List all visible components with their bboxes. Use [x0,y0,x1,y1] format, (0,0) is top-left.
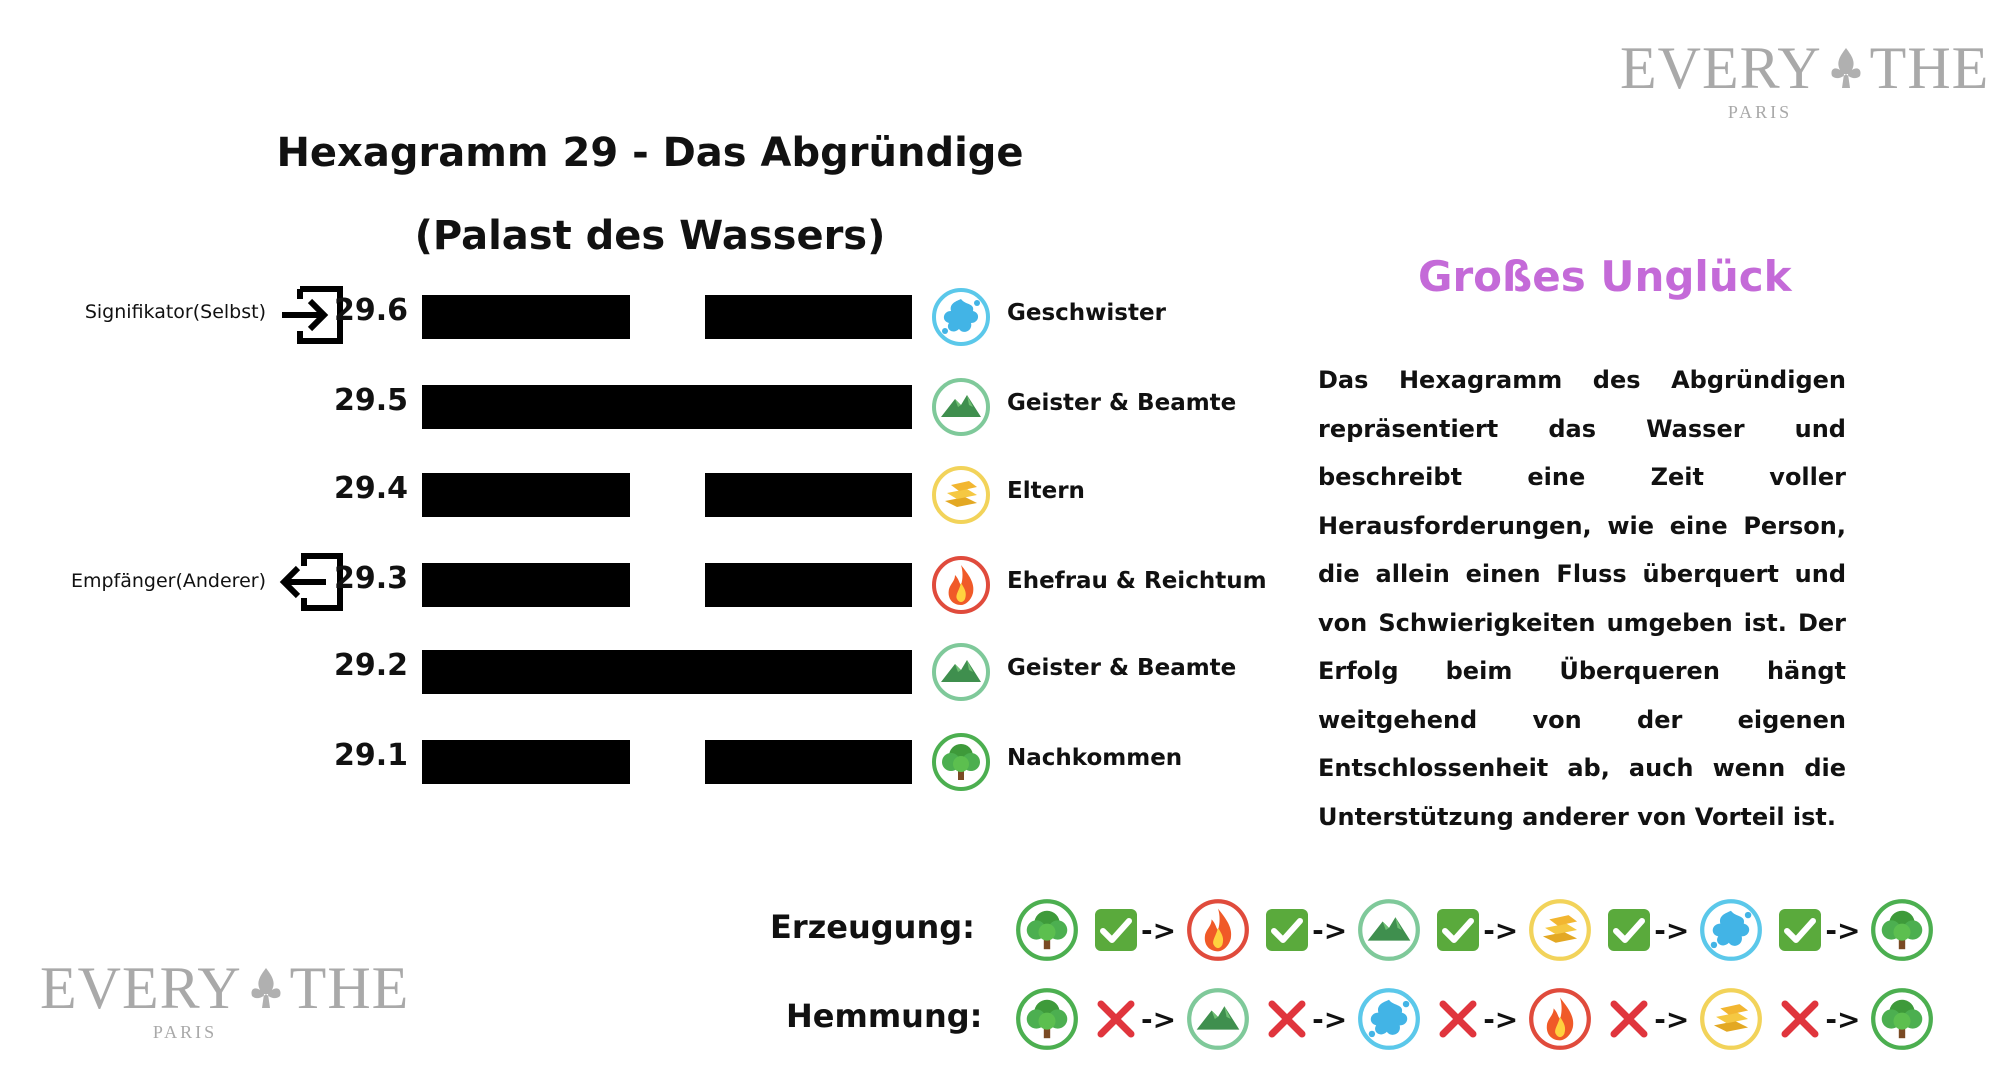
arrow-text: -> [1654,1002,1690,1036]
wood-element-icon [1015,898,1079,962]
metal-element-icon [1528,898,1592,962]
wood-element-icon [1870,987,1934,1051]
logo-word-left: EVERY [1620,35,1822,101]
line-number: 29.5 [333,383,408,418]
broken-line-segment [705,473,912,517]
reading-text: Das Hexagramm des Abgründigen repräsentiert das Wasser und beschreibt eine Zeit voller Herausforderungen, wie eine Person, die allein einen Fluss überquert und von Schwierigkeiten umgeben ist. Der Erfolg beim Überqueren hängt weitgehend von der eigenen Entschlossenheit ab, auch wenn die Unterstützung anderer von Vorteil ist. [1318,366,1846,831]
page-title: Hexagramm 29 - Das Abgründige [276,130,1024,176]
signifikator-label: Signifikator(Selbst) [84,301,266,323]
check-icon [1435,907,1481,953]
wood-element-icon [1015,987,1079,1051]
line-number: 29.4 [333,471,408,506]
wood-element-icon [1870,898,1934,962]
arrow-text: -> [1312,1002,1348,1036]
erzeugung-label: Erzeugung: [770,908,975,946]
cross-icon [1606,996,1652,1042]
page-subtitle: (Palast des Wassers) [414,213,886,259]
logo-word-right: THE [289,955,410,1021]
logo-sub: PARIS [1727,102,1793,122]
line-number: 29.1 [333,738,408,773]
line-relation-label: Geister & Beamte [1007,390,1237,416]
arrow-text: -> [1312,913,1348,947]
line-number: 29.6 [333,293,408,328]
broken-line-segment [422,740,630,784]
cross-icon [1264,996,1310,1042]
arrow-text: -> [1825,1002,1861,1036]
metal-element-icon [931,465,991,525]
arrow-text: -> [1483,913,1519,947]
arrow-text: -> [1825,913,1861,947]
line-relation-label: Eltern [1007,478,1085,504]
broken-line-segment [705,295,912,339]
arrow-text: -> [1141,913,1177,947]
broken-line-segment [705,740,912,784]
water-element-icon [931,287,991,347]
hemmung-label: Hemmung: [786,997,983,1035]
check-icon [1264,907,1310,953]
broken-line-segment [422,473,630,517]
water-element-icon [1699,898,1763,962]
solid-line [422,385,912,429]
brand-logo-top [1620,35,1989,123]
arrow-text: -> [1483,1002,1519,1036]
fleur-icon [246,962,286,1010]
broken-line-segment [422,563,630,607]
solid-line [422,650,912,694]
line-number: 29.3 [333,561,408,596]
fire-element-icon [1528,987,1592,1051]
water-element-icon [1357,987,1421,1051]
earth-element-icon [1186,987,1250,1051]
check-icon [1093,907,1139,953]
line-relation-label: Ehefrau & Reichtum [1007,568,1267,594]
line-relation-label: Geister & Beamte [1007,655,1237,681]
arrow-text: -> [1141,1002,1177,1036]
logo-sub: PARIS [152,1022,218,1042]
wood-element-icon [931,732,991,792]
brand-logo-bottom [40,955,410,1043]
logo-word-right: THE [1869,35,1989,101]
reading-heading: Großes Unglück [1418,252,1792,301]
line-relation-label: Nachkommen [1007,745,1183,771]
earth-element-icon [931,377,991,437]
fire-element-icon [931,555,991,615]
earth-element-icon [931,642,991,702]
fleur-icon [1826,42,1866,90]
hemmung-cycle [1015,987,1934,1051]
cross-icon [1093,996,1139,1042]
broken-line-segment [422,295,630,339]
cross-icon [1435,996,1481,1042]
arrow-text: -> [1654,913,1690,947]
earth-element-icon [1357,898,1421,962]
broken-line-segment [705,563,912,607]
metal-element-icon [1699,987,1763,1051]
line-number: 29.2 [333,648,408,683]
fire-element-icon [1186,898,1250,962]
logo-word-left: EVERY [40,955,242,1021]
line-relation-label: Geschwister [1007,300,1166,326]
check-icon [1606,907,1652,953]
cross-icon [1777,996,1823,1042]
check-icon [1777,907,1823,953]
erzeugung-cycle [1015,898,1934,962]
empfaenger-label: Empfänger(Anderer) [70,570,266,592]
